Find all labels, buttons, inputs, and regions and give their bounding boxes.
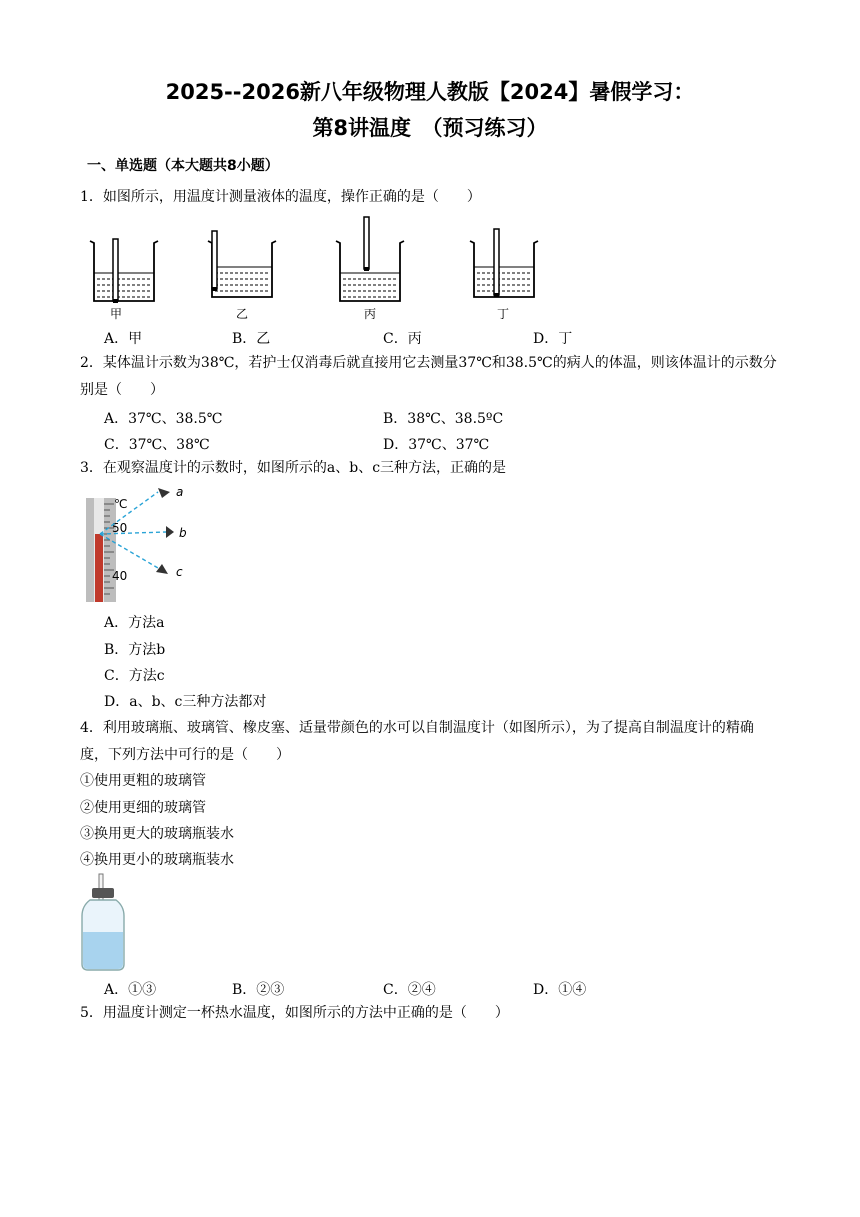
- q3-option-c: C．方法c: [104, 668, 165, 684]
- question-4-stem: 4．利用玻璃瓶、玻璃管、橡皮塞、适量带颜色的水可以自制温度计（如图所示），为了提高自制温度计的精确度，下列方法中可行的是（ ）: [80, 720, 754, 763]
- q3-option-d: D．a、b、c三种方法都对: [104, 694, 267, 710]
- document-title-line2: 第8讲温度 （预习练习）: [312, 116, 548, 140]
- q2-option-d: D．37℃、37℃: [383, 437, 490, 453]
- question-1-stem: 1．如图所示，用温度计测量液体的温度，操作正确的是（ ）: [80, 189, 481, 205]
- q4-option-b: B．②③: [232, 982, 285, 998]
- question-3-stem: 3．在观察温度计的示数时，如图所示的a、b、c三种方法，正确的是: [80, 460, 507, 476]
- beaker-thermometer-figure: [80, 215, 580, 325]
- beaker-ding: [470, 229, 538, 297]
- fig-unit: ℃: [114, 497, 128, 511]
- q2-option-a: A．37℃、38.5℃: [104, 411, 223, 427]
- fig-tick-50: 50: [112, 521, 128, 535]
- q3-option-a: A．方法a: [104, 615, 165, 631]
- q4-item-3: ③换用更大的玻璃瓶装水: [80, 826, 234, 842]
- fig-label-bing: 丙: [364, 307, 377, 321]
- eye-label-a: a: [176, 485, 184, 499]
- q4-option-d: D．①④: [533, 982, 587, 998]
- q4-item-4: ④换用更小的玻璃瓶装水: [80, 852, 234, 868]
- q2-option-c: C．37℃、38℃: [104, 437, 210, 453]
- fig-tick-40: 40: [112, 569, 128, 583]
- beaker-yi: [208, 231, 276, 297]
- q1-option-a: A．甲: [104, 331, 143, 347]
- q3-option-b: B．方法b: [104, 642, 166, 658]
- q1-option-c: C．丙: [383, 331, 422, 347]
- q2-option-b: B．38℃、38.5ºC: [383, 411, 504, 427]
- eye-icon-c: [156, 564, 168, 574]
- beaker-bing: [336, 217, 404, 301]
- thermometer-reading-figure: [80, 484, 210, 604]
- q4-option-c: C．②④: [383, 982, 436, 998]
- fig-label-jia: 甲: [110, 307, 123, 321]
- eye-label-c: c: [176, 565, 183, 579]
- beaker-jia: [90, 239, 158, 303]
- fig-label-yi: 乙: [236, 307, 249, 321]
- document-title-line1: 2025--2026新八年级物理人教版【2024】暑假学习：: [165, 80, 695, 104]
- section-heading: 一、单选题（本大题共8小题）: [87, 158, 279, 174]
- q4-item-1: ①使用更粗的玻璃管: [80, 773, 206, 789]
- q1-option-b: B．乙: [232, 331, 271, 347]
- q1-option-d: D．丁: [533, 331, 573, 347]
- fig-label-ding: 丁: [497, 307, 510, 321]
- homemade-thermometer-figure: [80, 872, 140, 972]
- eye-label-b: b: [179, 526, 187, 540]
- eye-icon-a: [158, 488, 170, 498]
- question-2-stem: 2．某体温计示数为38℃，若护士仅消毒后就直接用它去测量37℃和38.5℃的病人的体温，则该体温计的示数分别是（ ）: [80, 355, 777, 398]
- q4-option-a: A．①③: [104, 982, 157, 998]
- question-5-stem: 5．用温度计测定一杯热水温度，如图所示的方法中正确的是（ ）: [80, 1005, 509, 1021]
- eye-icon-b: [166, 526, 174, 538]
- q4-item-2: ②使用更细的玻璃管: [80, 800, 206, 816]
